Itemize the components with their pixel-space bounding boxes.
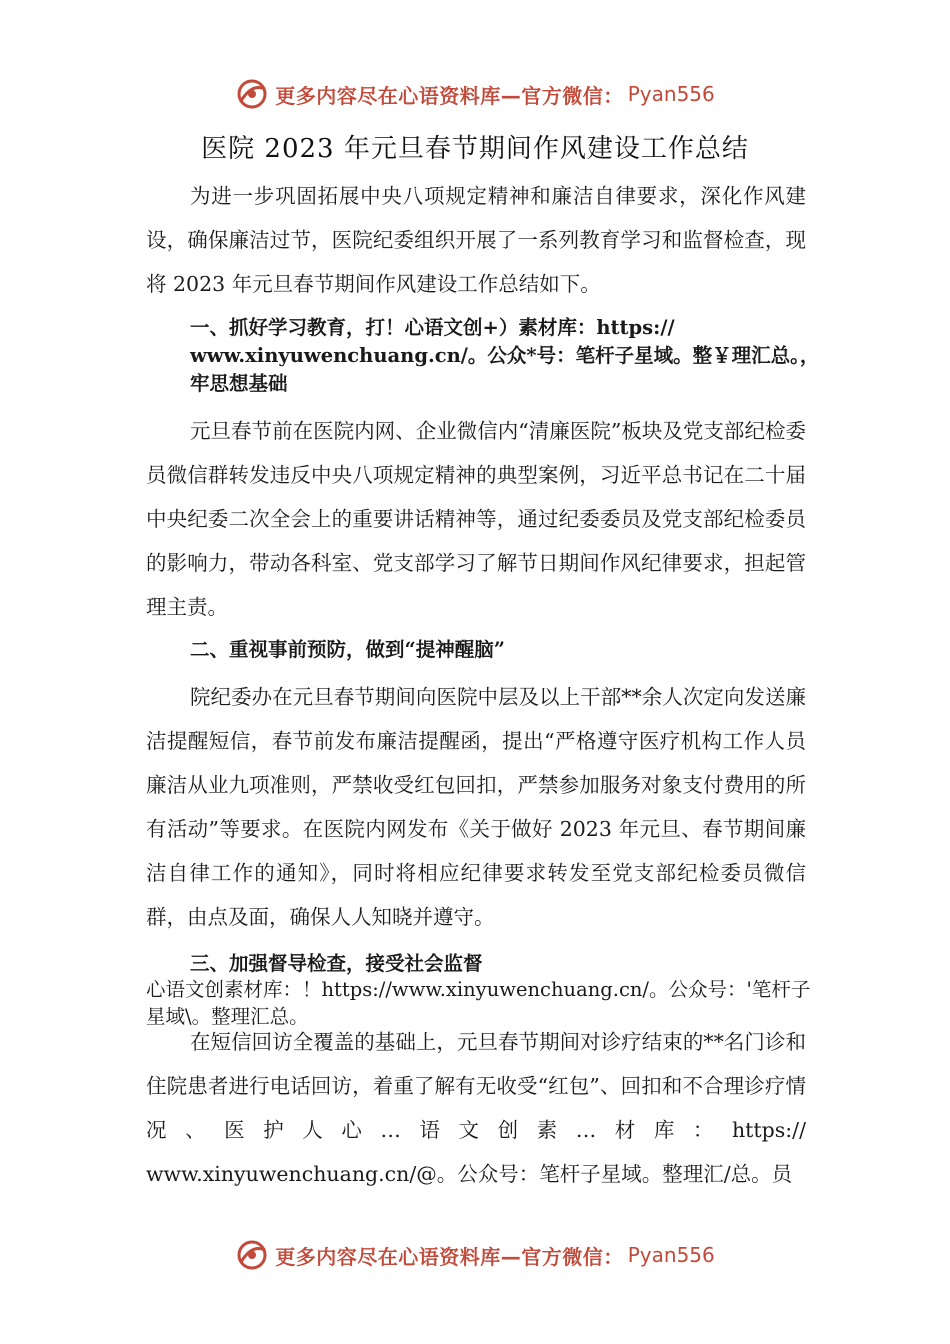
intro-paragraph: 为进一步巩固拓展中央八项规定精神和廉洁自律要求，深化作风建设，确保廉洁过节，医院纪委组织开展了一系列教育学习和监督检查，现将 2023 年元旦春节期间作风建设工作总结如下。 xyxy=(146,184,806,296)
section1-heading: 一、抓好学习教育，打！心语文创+）素材库：https:// www.xinyuwenchuang.cn/。公众*号：笔杆子星域。整￥理汇总。，牢思想基础 xyxy=(190,316,820,395)
section2-paragraph: 院纪委办在元旦春节期间向医院中层及以上干部**余人次定向发送廉洁提醒短信，春节前发布廉洁提醒函，提出“严格遵守医疗机构工作人员廉洁从业九项准则，严禁收受红包回扣，严禁参加服务对象支付费用的所有活动”等要求。在医院内网发布《关于做好 2023 年元旦、春节期间廉洁自律工作的通知》，同时将相应纪律要求转发至党支部纪检委员微信群，由点及面，确保人人知晓并遵守。 xyxy=(146,685,806,929)
brand-logo-icon xyxy=(235,1238,269,1272)
banner-account: Pyan556 xyxy=(627,1243,715,1267)
banner-text: 更多内容尽在心语资料库—官方微信： xyxy=(275,83,624,108)
section3-paragraph: 在短信回访全覆盖的基础上，元旦春节期间对诊疗结束的**名门诊和住院患者进行电话回访，着重了解有无收受“红包”、回扣和不合理诊疗情况、医护人心…语文创素…材库：https:// www.xinyuwenchuang.cn/@。公众号：笔杆子星域。整理汇/总。员 xyxy=(146,1030,806,1186)
section3-watermark-note: 心语文创素材库：！https://www.xinyuwenchuang.cn/。公众号：'笔杆子星域\。整理汇总。 xyxy=(146,978,811,1028)
watermark-banner-top xyxy=(0,74,950,114)
banner-account: Pyan556 xyxy=(627,82,715,106)
section3-heading: 三、加强督导检查，接受社会监督 xyxy=(190,952,483,975)
brand-logo-icon xyxy=(235,77,269,111)
section2-heading: 二、重视事前预防，做到“提神醒脑” xyxy=(190,638,505,661)
banner-text: 更多内容尽在心语资料库—官方微信： xyxy=(275,1244,624,1269)
watermark-banner-bottom xyxy=(0,1235,950,1275)
section1-paragraph: 元旦春节前在医院内网、企业微信内“清廉医院”板块及党支部纪检委员微信群转发违反中央八项规定精神的典型案例，习近平总书记在二十届中央纪委二次全会上的重要讲话精神等，通过纪委委员及党支部纪检委员的影响力，带动各科室、党支部学习了解节日期间作风纪律要求，担起管理主责。 xyxy=(146,419,806,619)
document-title: 医院 2023 年元旦春节期间作风建设工作总结 xyxy=(201,134,749,164)
